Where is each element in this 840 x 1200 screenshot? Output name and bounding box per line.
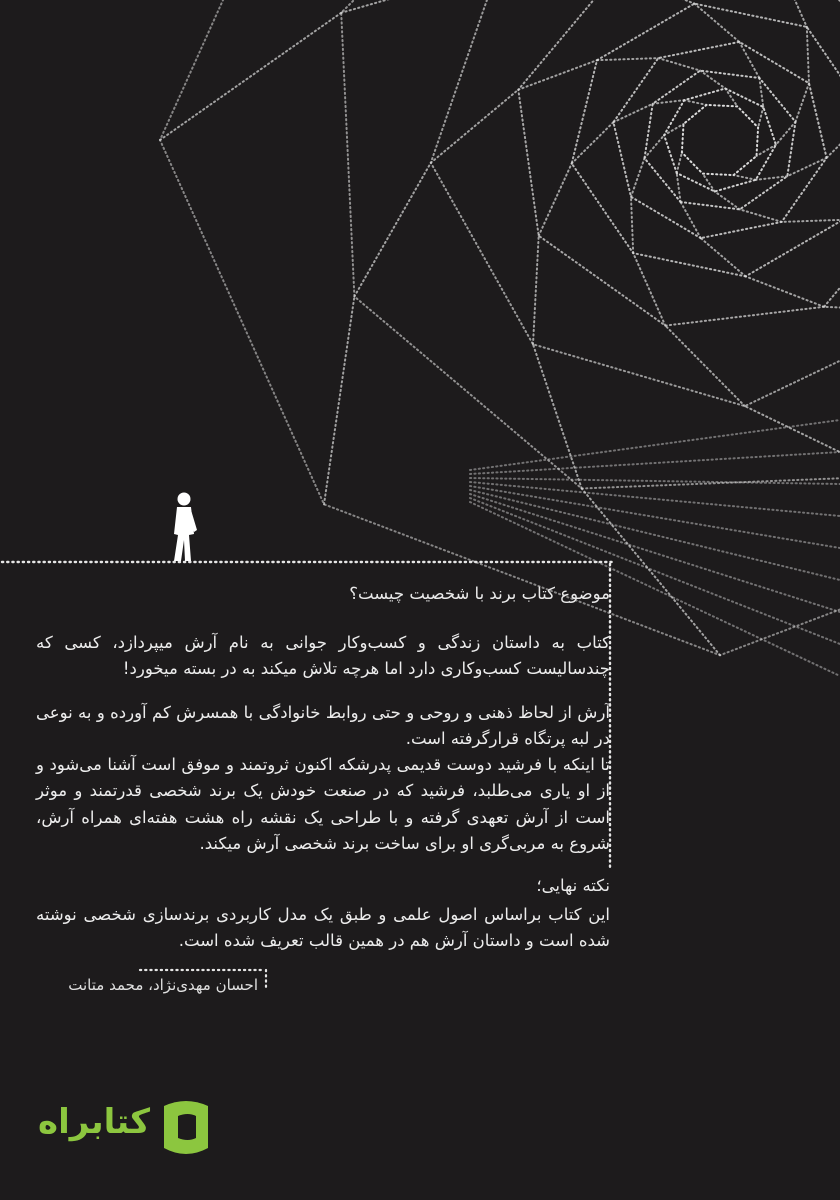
final-note-paragraph	[36, 902, 610, 955]
spiral-ring	[682, 105, 758, 175]
fan-line	[470, 452, 840, 474]
ketabrah-logo	[38, 1098, 218, 1162]
spiral-ring	[160, 0, 840, 655]
spiral-strut	[539, 164, 572, 236]
spiral-strut	[616, 0, 694, 4]
spiral-strut	[782, 220, 840, 222]
spiral-ring	[572, 4, 840, 277]
fan-line	[470, 498, 840, 644]
spiral-strut	[341, 0, 498, 13]
spiral-strut	[631, 158, 645, 197]
spiral-strut	[533, 344, 582, 488]
spiral-strut	[787, 158, 826, 176]
spiral-strut	[715, 192, 740, 210]
spiral-ring	[664, 89, 776, 192]
paragraph-text: کتاب به داستان زندگی و کسب‌وکار جوانی به نام آرش میپردازد، کسی که چندسالیست کسب‌وکاری دارد اما هرچه تلاش میکند به در بسته میخورد!	[36, 633, 610, 679]
final-note-title: نکته نهایی؛	[536, 876, 610, 895]
summary-paragraph-2	[36, 700, 610, 753]
logo-book-icon	[158, 1098, 214, 1158]
spiral-strut	[824, 307, 840, 312]
spiral-strut	[740, 209, 782, 222]
paragraph-text: آرش از لحاظ ذهنی و روحی و حتی روابط خانوادگی با همسرش کم آورده و به نوعی در لبه پرتگاه قرارگرفته است.	[36, 703, 610, 749]
dotted-spiral-lines	[160, 0, 840, 676]
summary-paragraph-1	[36, 630, 610, 683]
paragraph-text: این کتاب براساس اصول علمی و طبق یک مدل کاربردی برندسازی شخصی نوشته شده است و داستان آرش هم در همین قالب تعریف شده است.	[36, 905, 610, 951]
fan-line	[470, 486, 840, 548]
spiral-strut	[681, 202, 701, 238]
fan-line	[470, 490, 840, 580]
spiral-ring	[341, 0, 840, 489]
spiral-strut	[807, 27, 809, 83]
book-topic-heading: موضوع کتاب برند با شخصیت چیست؟	[349, 584, 610, 603]
spiral-strut	[677, 153, 682, 174]
spiral-ring	[431, 0, 840, 406]
spiral-strut	[653, 100, 685, 104]
spiral-strut	[746, 276, 824, 306]
spiral-strut	[827, 117, 840, 158]
spiral-strut	[533, 236, 539, 345]
spiral-strut	[776, 122, 796, 145]
spiral-strut	[734, 175, 756, 180]
spiral-strut	[633, 253, 665, 326]
spiral-strut	[658, 58, 700, 71]
spiral-strut	[684, 100, 706, 105]
spiral-strut	[597, 58, 658, 60]
spiral-ring	[645, 71, 796, 210]
spiral-strut	[572, 122, 614, 163]
spiral-strut	[745, 406, 840, 476]
logo-wordmark: کتابراه	[38, 1102, 151, 1142]
spiral-strut	[701, 238, 746, 276]
spiral-strut	[694, 4, 739, 42]
walking-man-silhouette	[174, 493, 197, 562]
spiral-strut	[354, 163, 430, 297]
spiral-strut	[631, 197, 633, 253]
spiral-strut	[324, 297, 354, 505]
authors-line: احسان مهدی‌نژاد، محمد متانت	[68, 976, 258, 994]
summary-paragraph-3	[36, 752, 610, 858]
spiral-strut	[796, 83, 810, 122]
spiral-ring	[613, 42, 826, 238]
spiral-strut	[758, 107, 763, 128]
paragraph-text: تا اینکه با فرشید دوست قدیمی پدرشکه اکنون ثروتمند و موفق است آشنا می‌شود و از او یاری می‌طلبد، فرشید که در صنعت خودش یک برند شخصی قدرتمند و موثر است از آرش تعهدی گرفته و با طراحی یک نقشه راه هشت هفته‌ای همراه آرش، شروع به مربی‌گری او برای ساخت برند شخصی آرش میکند.	[36, 755, 610, 854]
spiral-strut	[160, 13, 341, 140]
